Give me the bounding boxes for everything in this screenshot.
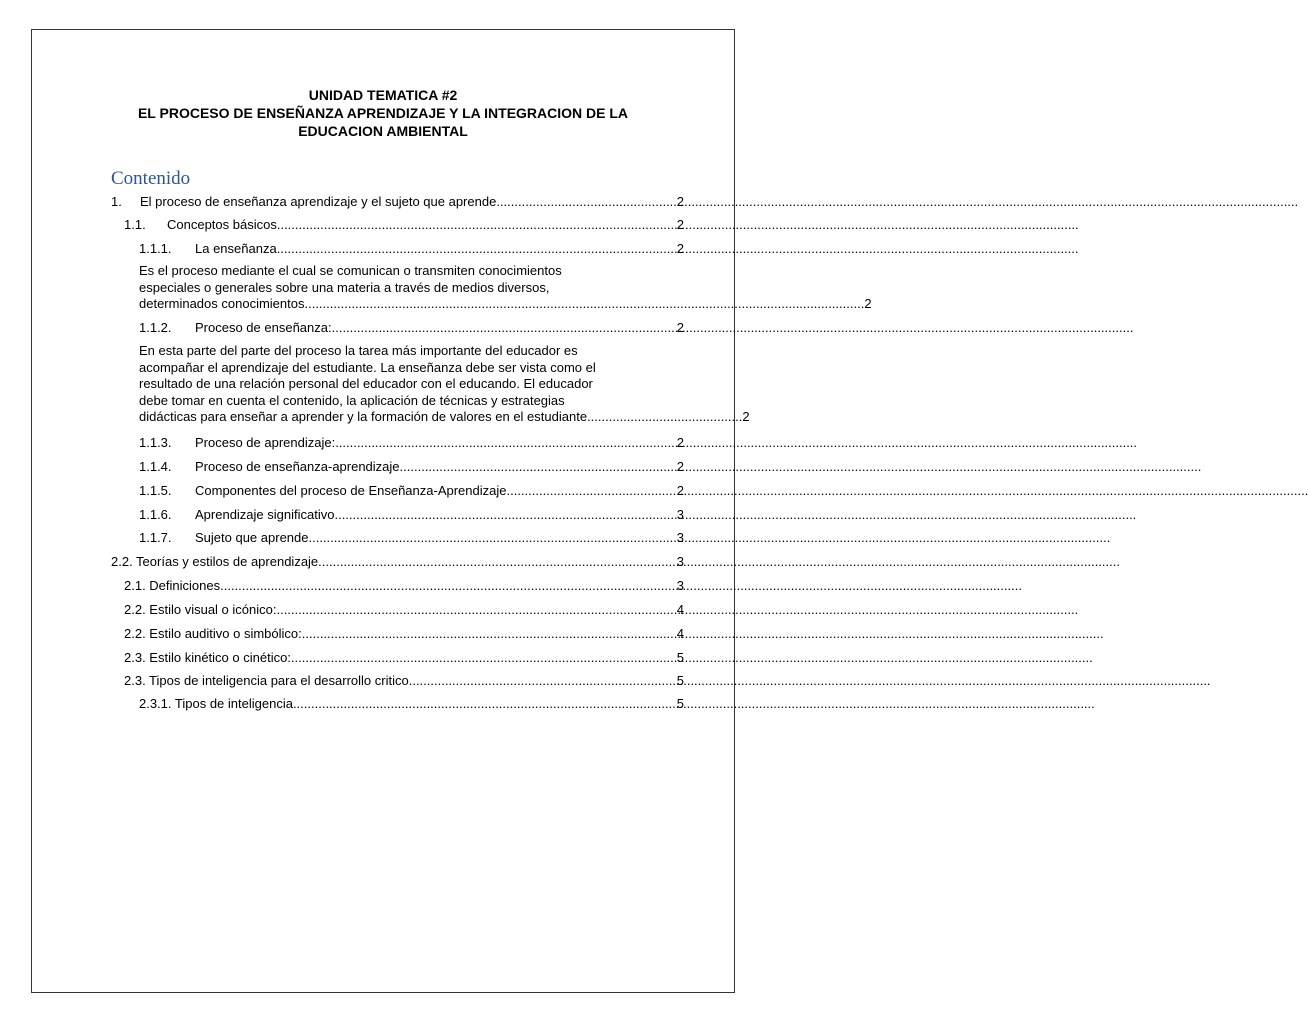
toc-leader-dots xyxy=(506,483,676,499)
toc-page-number: 2 xyxy=(676,483,684,498)
toc-entry-text: 2.3. Tipos de inteligencia para el desarrollo critico xyxy=(124,673,409,688)
paragraph-line: didácticas para enseñar a aprender y la formación de valores en el estudiante xyxy=(139,409,588,424)
toc-entry[interactable] xyxy=(124,626,684,642)
paragraph-line: En esta parte del parte del proceso la tarea más importante del educador es xyxy=(139,343,578,358)
toc-entry-text: 2.3. Estilo kinético o cinético: xyxy=(124,650,291,665)
toc-leader-dots: ........................................... xyxy=(587,409,743,424)
toc-page-number: 3 xyxy=(676,554,684,569)
toc-heading: Contenido xyxy=(111,168,191,189)
toc-entry[interactable] xyxy=(139,530,684,546)
toc-entry-text: 2.1. Definiciones xyxy=(124,578,221,593)
toc-leader-dots xyxy=(277,217,677,233)
paragraph-line: resultado de una relación personal del educador con el educando. El educador xyxy=(139,376,593,391)
toc-entry-text: El proceso de enseñanza aprendizaje y el sujeto que aprende xyxy=(140,194,497,209)
paragraph-line: especiales o generales sobre una materia a través de medios diversos, xyxy=(139,279,550,295)
paragraph-line: Es el proceso mediante el cual se comunican o transmiten conocimientos xyxy=(139,263,562,278)
toc-page-number: 5 xyxy=(676,696,684,711)
toc-entry-text: Proceso de enseñanza-aprendizaje xyxy=(195,459,400,474)
toc-entry-text: 2.2. Estilo auditivo o simbólico: xyxy=(124,626,302,641)
paragraph-line: acompañar el aprendizaje del estudiante. La enseñanza debe ser vista como el xyxy=(139,359,596,375)
toc-entry[interactable] xyxy=(124,602,684,618)
toc-entry-number: 1.1. xyxy=(124,217,146,232)
toc-page-number: 4 xyxy=(676,626,684,641)
toc-entry-text: Sujeto que aprende xyxy=(195,530,309,545)
toc-entry[interactable] xyxy=(124,673,684,689)
toc-page-number: 3 xyxy=(676,578,684,593)
toc-entry[interactable] xyxy=(139,435,684,451)
toc-leader-dots xyxy=(302,626,677,642)
toc-entry[interactable] xyxy=(111,194,684,210)
unit-subtitle-line1: EL PROCESO DE ENSEÑANZA APRENDIZAJE Y LA INTEGRACION DE LA xyxy=(137,105,629,121)
toc-entry[interactable] xyxy=(139,241,684,257)
toc-leader-dots xyxy=(332,320,677,336)
toc-page-number: 3 xyxy=(676,507,684,522)
toc-entry-number: 1.1.7. xyxy=(139,530,172,545)
toc-page-number: 2 xyxy=(676,459,684,474)
toc-entry-number: 1.1.4. xyxy=(139,459,172,474)
toc-entry[interactable] xyxy=(124,650,684,666)
toc-page-number: 4 xyxy=(676,602,684,617)
toc-leader-dots: ........................................................................................................................................................... xyxy=(304,296,865,311)
toc-entry-text: Componentes del proceso de Enseñanza-Aprendizaje xyxy=(195,483,507,498)
toc-leader-dots xyxy=(318,554,677,570)
toc-entry-text: Aprendizaje significativo xyxy=(195,507,335,522)
toc-leader-dots xyxy=(335,435,677,451)
toc-leader-dots xyxy=(291,650,677,666)
toc-entry-number: 1. xyxy=(111,194,122,209)
toc-entry-number: 1.1.5. xyxy=(139,483,172,498)
toc-page-number: 2 xyxy=(676,241,684,256)
toc-page-number: 2 xyxy=(742,409,750,424)
toc-entry-number: 1.1.2. xyxy=(139,320,172,335)
unit-title: UNIDAD TEMATICA #2 xyxy=(308,87,458,103)
toc-leader-dots xyxy=(334,507,676,523)
toc-entry[interactable] xyxy=(111,554,684,570)
toc-paragraph-entry[interactable] xyxy=(139,343,750,426)
toc-page-number: 2 xyxy=(676,217,684,232)
toc-entry-text: 2.2. Estilo visual o icónico: xyxy=(124,602,277,617)
toc-paragraph-entry[interactable] xyxy=(139,263,872,313)
toc-page-number: 5 xyxy=(676,650,684,665)
toc-leader-dots xyxy=(400,459,677,475)
toc-page-number: 2 xyxy=(676,194,684,209)
toc-entry-text: Conceptos básicos xyxy=(167,217,277,232)
toc-entry[interactable] xyxy=(124,217,684,233)
toc-leader-dots xyxy=(277,241,677,257)
toc-entry[interactable] xyxy=(139,507,684,523)
toc-page-number: 2 xyxy=(676,435,684,450)
toc-page-number: 2 xyxy=(864,296,872,311)
toc-leader-dots xyxy=(409,673,677,689)
toc-page-number: 3 xyxy=(676,530,684,545)
unit-subtitle-line2: EDUCACION AMBIENTAL xyxy=(298,123,468,139)
toc-entry[interactable] xyxy=(139,483,684,499)
toc-leader-dots xyxy=(496,194,676,210)
toc-entry-number: 1.1.6. xyxy=(139,507,172,522)
paragraph-line: debe tomar en cuenta el contenido, la aplicación de técnicas y estrategias xyxy=(139,392,565,408)
toc-entry[interactable] xyxy=(139,459,684,475)
document-page xyxy=(31,29,872,993)
toc-leader-dots xyxy=(308,530,676,546)
toc-entry[interactable] xyxy=(139,696,684,712)
toc-entry-text: 2.2. Teorías y estilos de aprendizaje xyxy=(111,554,319,569)
toc-entry-text: 2.3.1. Tipos de inteligencia xyxy=(139,696,293,711)
paragraph-line: determinados conocimientos xyxy=(139,296,305,311)
toc-page-number: 5 xyxy=(676,673,684,688)
toc-entry-number: 1.1.1. xyxy=(139,241,172,256)
toc-leader-dots xyxy=(220,578,677,594)
toc-entry[interactable] xyxy=(124,578,684,594)
toc-entry-text: Proceso de enseñanza: xyxy=(195,320,332,335)
toc-page-number: 2 xyxy=(676,320,684,335)
toc-entry[interactable] xyxy=(139,320,684,336)
toc-entry-number: 1.1.3. xyxy=(139,435,172,450)
toc-leader-dots xyxy=(276,602,676,618)
toc-entry-text: La enseñanza xyxy=(195,241,277,256)
toc-leader-dots xyxy=(293,696,677,712)
toc-entry-text: Proceso de aprendizaje: xyxy=(195,435,336,450)
